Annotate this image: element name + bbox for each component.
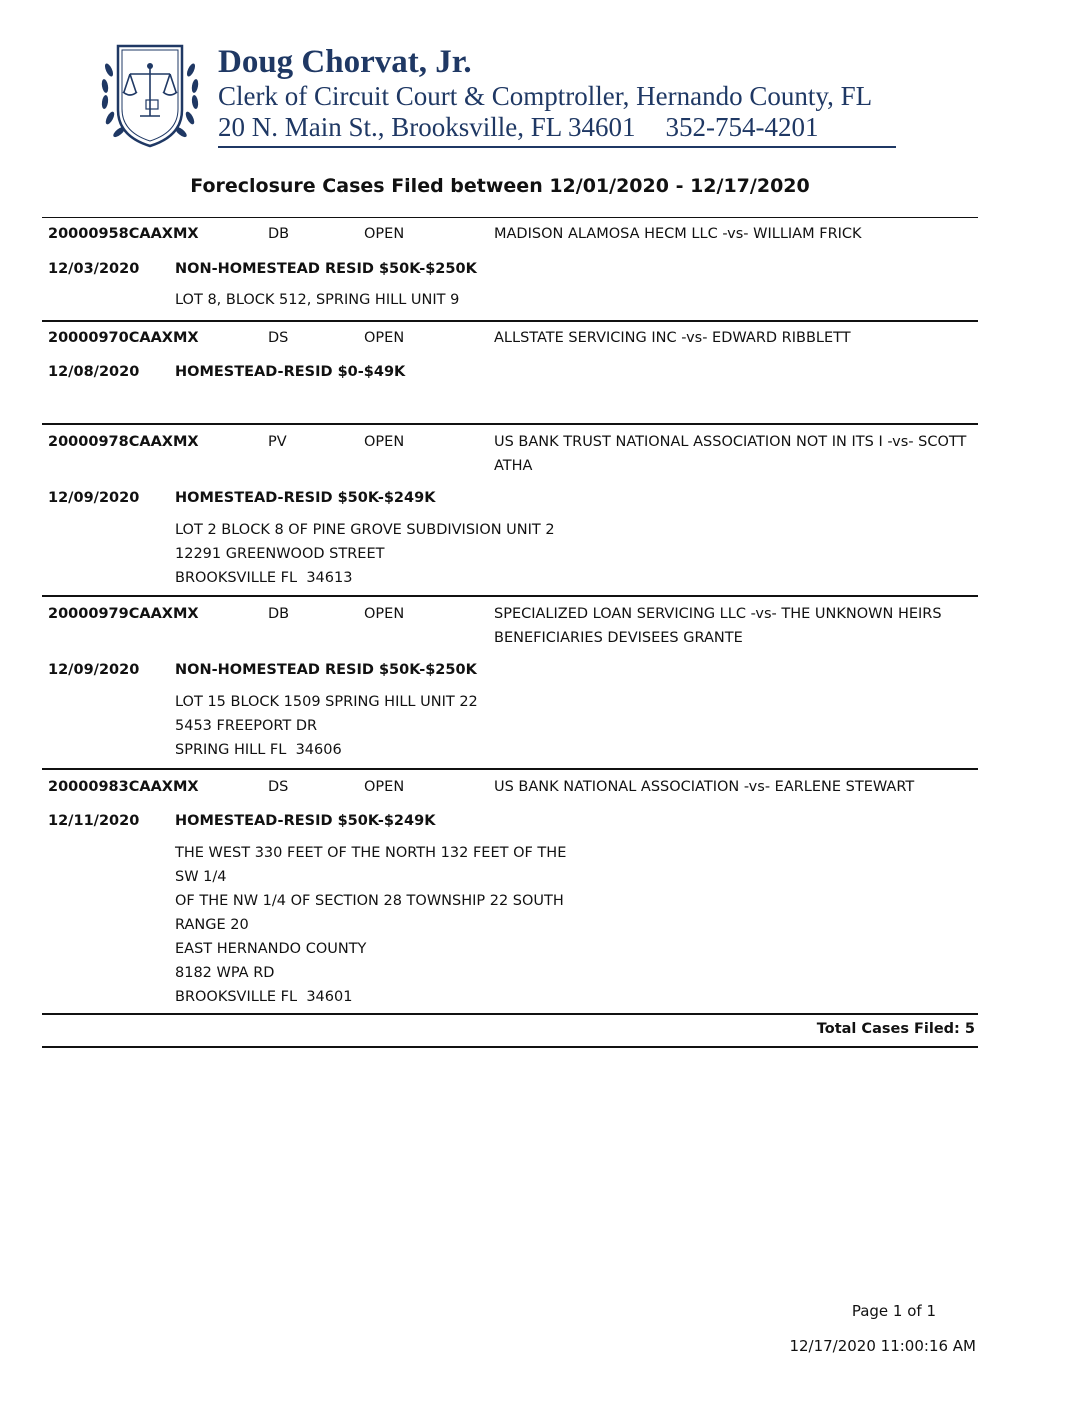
case-number: 20000958CAAXMX — [48, 226, 199, 242]
clerk-name: Doug Chorvat, Jr. — [218, 44, 472, 80]
case-legal-description: LOT 15 BLOCK 1509 SPRING HILL UNIT 22 5453 FREEPORT DR SPRING HILL FL 34606 — [175, 694, 478, 758]
case-filed-date: 12/09/2020 — [48, 490, 140, 506]
divider — [42, 320, 978, 322]
divider — [42, 423, 978, 425]
header-rule — [218, 146, 896, 148]
case-type: HOMESTEAD-RESID $50K-$249K — [175, 490, 436, 506]
case-type: HOMESTEAD-RESID $50K-$249K — [175, 813, 436, 829]
clerk-seal-icon — [100, 40, 200, 148]
case-number: 20000983CAAXMX — [48, 779, 199, 795]
case-status: OPEN — [364, 226, 405, 242]
clerk-office: Clerk of Circuit Court & Comptroller, Hernando County, FL — [218, 81, 873, 111]
case-number: 20000970CAAXMX — [48, 330, 199, 346]
case-status: OPEN — [364, 330, 405, 346]
page-number: Page 1 of 1 — [851, 1302, 936, 1320]
report-title: Foreclosure Cases Filed between 12/01/2020 - 12/17/2020 — [190, 175, 810, 197]
total-cases: Total Cases Filed: 5 — [816, 1021, 975, 1037]
case-judge-code: PV — [268, 434, 287, 450]
case-filed-date: 12/08/2020 — [48, 364, 140, 380]
case-number: 20000979CAAXMX — [48, 606, 199, 622]
case-status: OPEN — [364, 434, 405, 450]
clerk-address-line — [218, 112, 819, 143]
case-parties: MADISON ALAMOSA HECM LLC -vs- WILLIAM FRICK — [494, 226, 862, 242]
clerk-phone: 352-754-4201 — [665, 112, 819, 142]
case-legal-description: LOT 8, BLOCK 512, SPRING HILL UNIT 9 — [175, 292, 460, 308]
print-timestamp: 12/17/2020 11:00:16 AM — [789, 1337, 976, 1355]
case-legal-description: LOT 2 BLOCK 8 OF PINE GROVE SUBDIVISION UNIT 2 12291 GREENWOOD STREET BROOKSVILLE FL 34613 — [175, 522, 555, 586]
case-parties: SPECIALIZED LOAN SERVICING LLC -vs- THE UNKNOWN HEIRS BENEFICIARIES DEVISEES GRANTE — [494, 606, 942, 646]
case-type: NON-HOMESTEAD RESID $50K-$250K — [175, 662, 477, 678]
case-status: OPEN — [364, 779, 405, 795]
divider — [42, 595, 978, 597]
case-filed-date: 12/09/2020 — [48, 662, 140, 678]
case-judge-code: DS — [268, 330, 289, 346]
case-number: 20000978CAAXMX — [48, 434, 199, 450]
clerk-address: 20 N. Main St., Brooksville, FL 34601 — [218, 112, 636, 142]
case-judge-code: DB — [268, 606, 290, 622]
case-filed-date: 12/11/2020 — [48, 813, 140, 829]
divider — [42, 768, 978, 770]
case-judge-code: DB — [268, 226, 290, 242]
case-filed-date: 12/03/2020 — [48, 261, 140, 277]
case-type: NON-HOMESTEAD RESID $50K-$250K — [175, 261, 477, 277]
case-parties: US BANK TRUST NATIONAL ASSOCIATION NOT IN ITS I -vs- SCOTT ATHA — [494, 434, 967, 474]
letterhead — [100, 40, 900, 152]
divider — [42, 1013, 978, 1015]
case-parties: ALLSTATE SERVICING INC -vs- EDWARD RIBBLETT — [494, 330, 851, 346]
case-parties: US BANK NATIONAL ASSOCIATION -vs- EARLENE STEWART — [494, 779, 915, 795]
case-status: OPEN — [364, 606, 405, 622]
case-type: HOMESTEAD-RESID $0-$49K — [175, 364, 406, 380]
case-legal-description: THE WEST 330 FEET OF THE NORTH 132 FEET OF THE SW 1/4 OF THE NW 1/4 OF SECTION 28 TOWNSHIP 22 SOUTH RANGE 20 EAST HERNANDO COUNTY 8182 WPA RD BROOKSVILLE FL 34601 — [175, 845, 567, 1005]
case-judge-code: DS — [268, 779, 289, 795]
divider — [42, 217, 978, 218]
divider — [42, 1046, 978, 1048]
